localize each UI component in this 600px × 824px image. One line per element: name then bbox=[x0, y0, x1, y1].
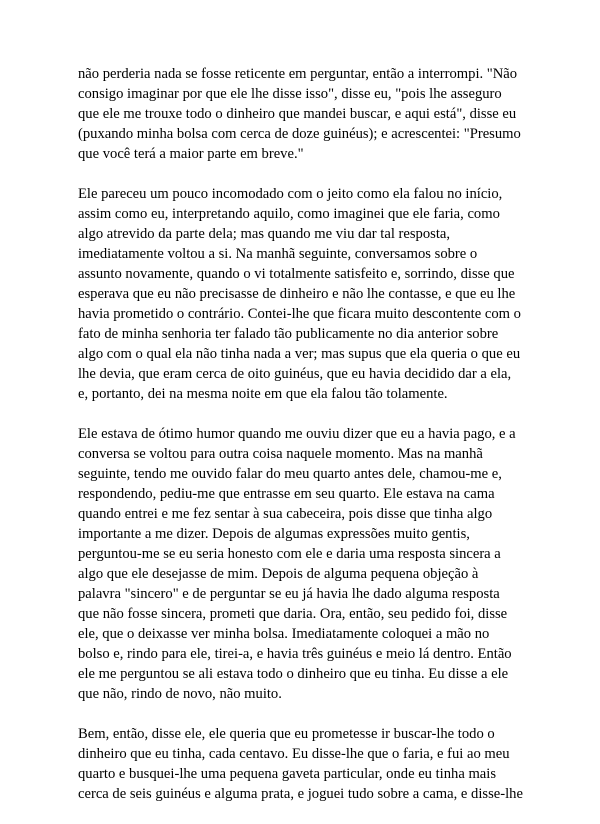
text-line: Bem, então, disse ele, ele queria que eu prometesse ir buscar-lhe todo o bbox=[78, 726, 495, 742]
text-line: Ele estava de ótimo humor quando me ouviu dizer que eu a havia pago, e a bbox=[78, 426, 516, 442]
paragraph-4 bbox=[78, 724, 538, 804]
paragraph-3 bbox=[78, 424, 538, 704]
text-line: algo com o qual ela não tinha nada a ver; mas supus que ela queria o que eu bbox=[78, 346, 521, 362]
text-line: que você terá a maior parte em breve." bbox=[78, 146, 304, 162]
paragraph-1 bbox=[78, 64, 538, 164]
text-line: dinheiro que eu tinha, cada centavo. Eu disse-lhe que o faria, e fui ao meu bbox=[78, 746, 510, 762]
text-line: importante a me dizer. Depois de algumas expressões muito gentis, bbox=[78, 526, 470, 542]
text-line: cerca de seis guinéus e alguma prata, e joguei tudo sobre a cama, e disse-lhe bbox=[78, 786, 523, 802]
text-line: imediatamente voltou a si. Na manhã seguinte, conversamos sobre o bbox=[78, 246, 478, 262]
text-line: palavra "sincero" e de perguntar se eu já havia lhe dado alguma resposta bbox=[78, 586, 500, 602]
paragraph-2 bbox=[78, 184, 538, 404]
text-line: assim como eu, interpretando aquilo, como imaginei que ele faria, como bbox=[78, 206, 500, 222]
text-line: não perderia nada se fosse reticente em perguntar, então a interrompi. "Não bbox=[78, 66, 518, 82]
document-page bbox=[78, 64, 538, 824]
text-line: ele, que o deixasse ver minha bolsa. Imediatamente coloquei a mão no bbox=[78, 626, 490, 642]
text-line: lhe devia, que eram cerca de oito guinéus, que eu havia decidido dar a ela, bbox=[78, 366, 512, 382]
text-line: e, portanto, dei na mesma noite em que ela falou tão tolamente. bbox=[78, 386, 448, 402]
text-line: assunto novamente, quando o vi totalmente satisfeito e, sorrindo, disse que bbox=[78, 266, 515, 282]
text-line: seguinte, tendo me ouvido falar do meu quarto antes dele, chamou-me e, bbox=[78, 466, 502, 482]
text-line: que não fosse sincera, prometi que daria. Ora, então, seu pedido foi, disse bbox=[78, 606, 508, 622]
text-line: algo que ele desejasse de mim. Depois de alguma pequena objeção à bbox=[78, 566, 479, 582]
text-line: Ele pareceu um pouco incomodado com o jeito como ela falou no início, bbox=[78, 186, 503, 202]
text-line: consigo imaginar por que ele lhe disse isso", disse eu, "pois lhe asseguro bbox=[78, 86, 502, 102]
text-line: conversa se voltou para outra coisa naquele momento. Mas na manhã bbox=[78, 446, 483, 462]
text-line: quando entrei e me fez sentar à sua cabeceira, pois disse que tinha algo bbox=[78, 506, 493, 522]
text-line: que não, rindo de novo, não muito. bbox=[78, 686, 282, 702]
text-line: algo atrevido da parte dela; mas quando me viu dar tal resposta, bbox=[78, 226, 451, 242]
text-line: havia prometido o contrário. Contei-lhe que ficara muito descontente com o bbox=[78, 306, 521, 322]
text-line: que ele me trouxe todo o dinheiro que mandei buscar, e aqui está", disse eu bbox=[78, 106, 517, 122]
text-line: bolso e, rindo para ele, tirei-a, e havia três guinéus e meio lá dentro. Então bbox=[78, 646, 512, 662]
text-line: (puxando minha bolsa com cerca de doze guinéus); e acrescentei: "Presumo bbox=[78, 126, 521, 142]
text-line: ele me perguntou se ali estava todo o dinheiro que eu tinha. Eu disse a ele bbox=[78, 666, 509, 682]
text-line: perguntou-me se eu seria honesto com ele e daria uma resposta sincera a bbox=[78, 546, 501, 562]
text-line: respondendo, pediu-me que entrasse em seu quarto. Ele estava na cama bbox=[78, 486, 495, 502]
text-line: quarto e busquei-lhe uma pequena gaveta particular, onde eu tinha mais bbox=[78, 766, 497, 782]
text-line: esperava que eu não precisasse de dinheiro e não lhe contasse, e que eu lhe bbox=[78, 286, 516, 302]
text-line: fato de minha senhoria ter falado tão publicamente no dia anterior sobre bbox=[78, 326, 499, 342]
